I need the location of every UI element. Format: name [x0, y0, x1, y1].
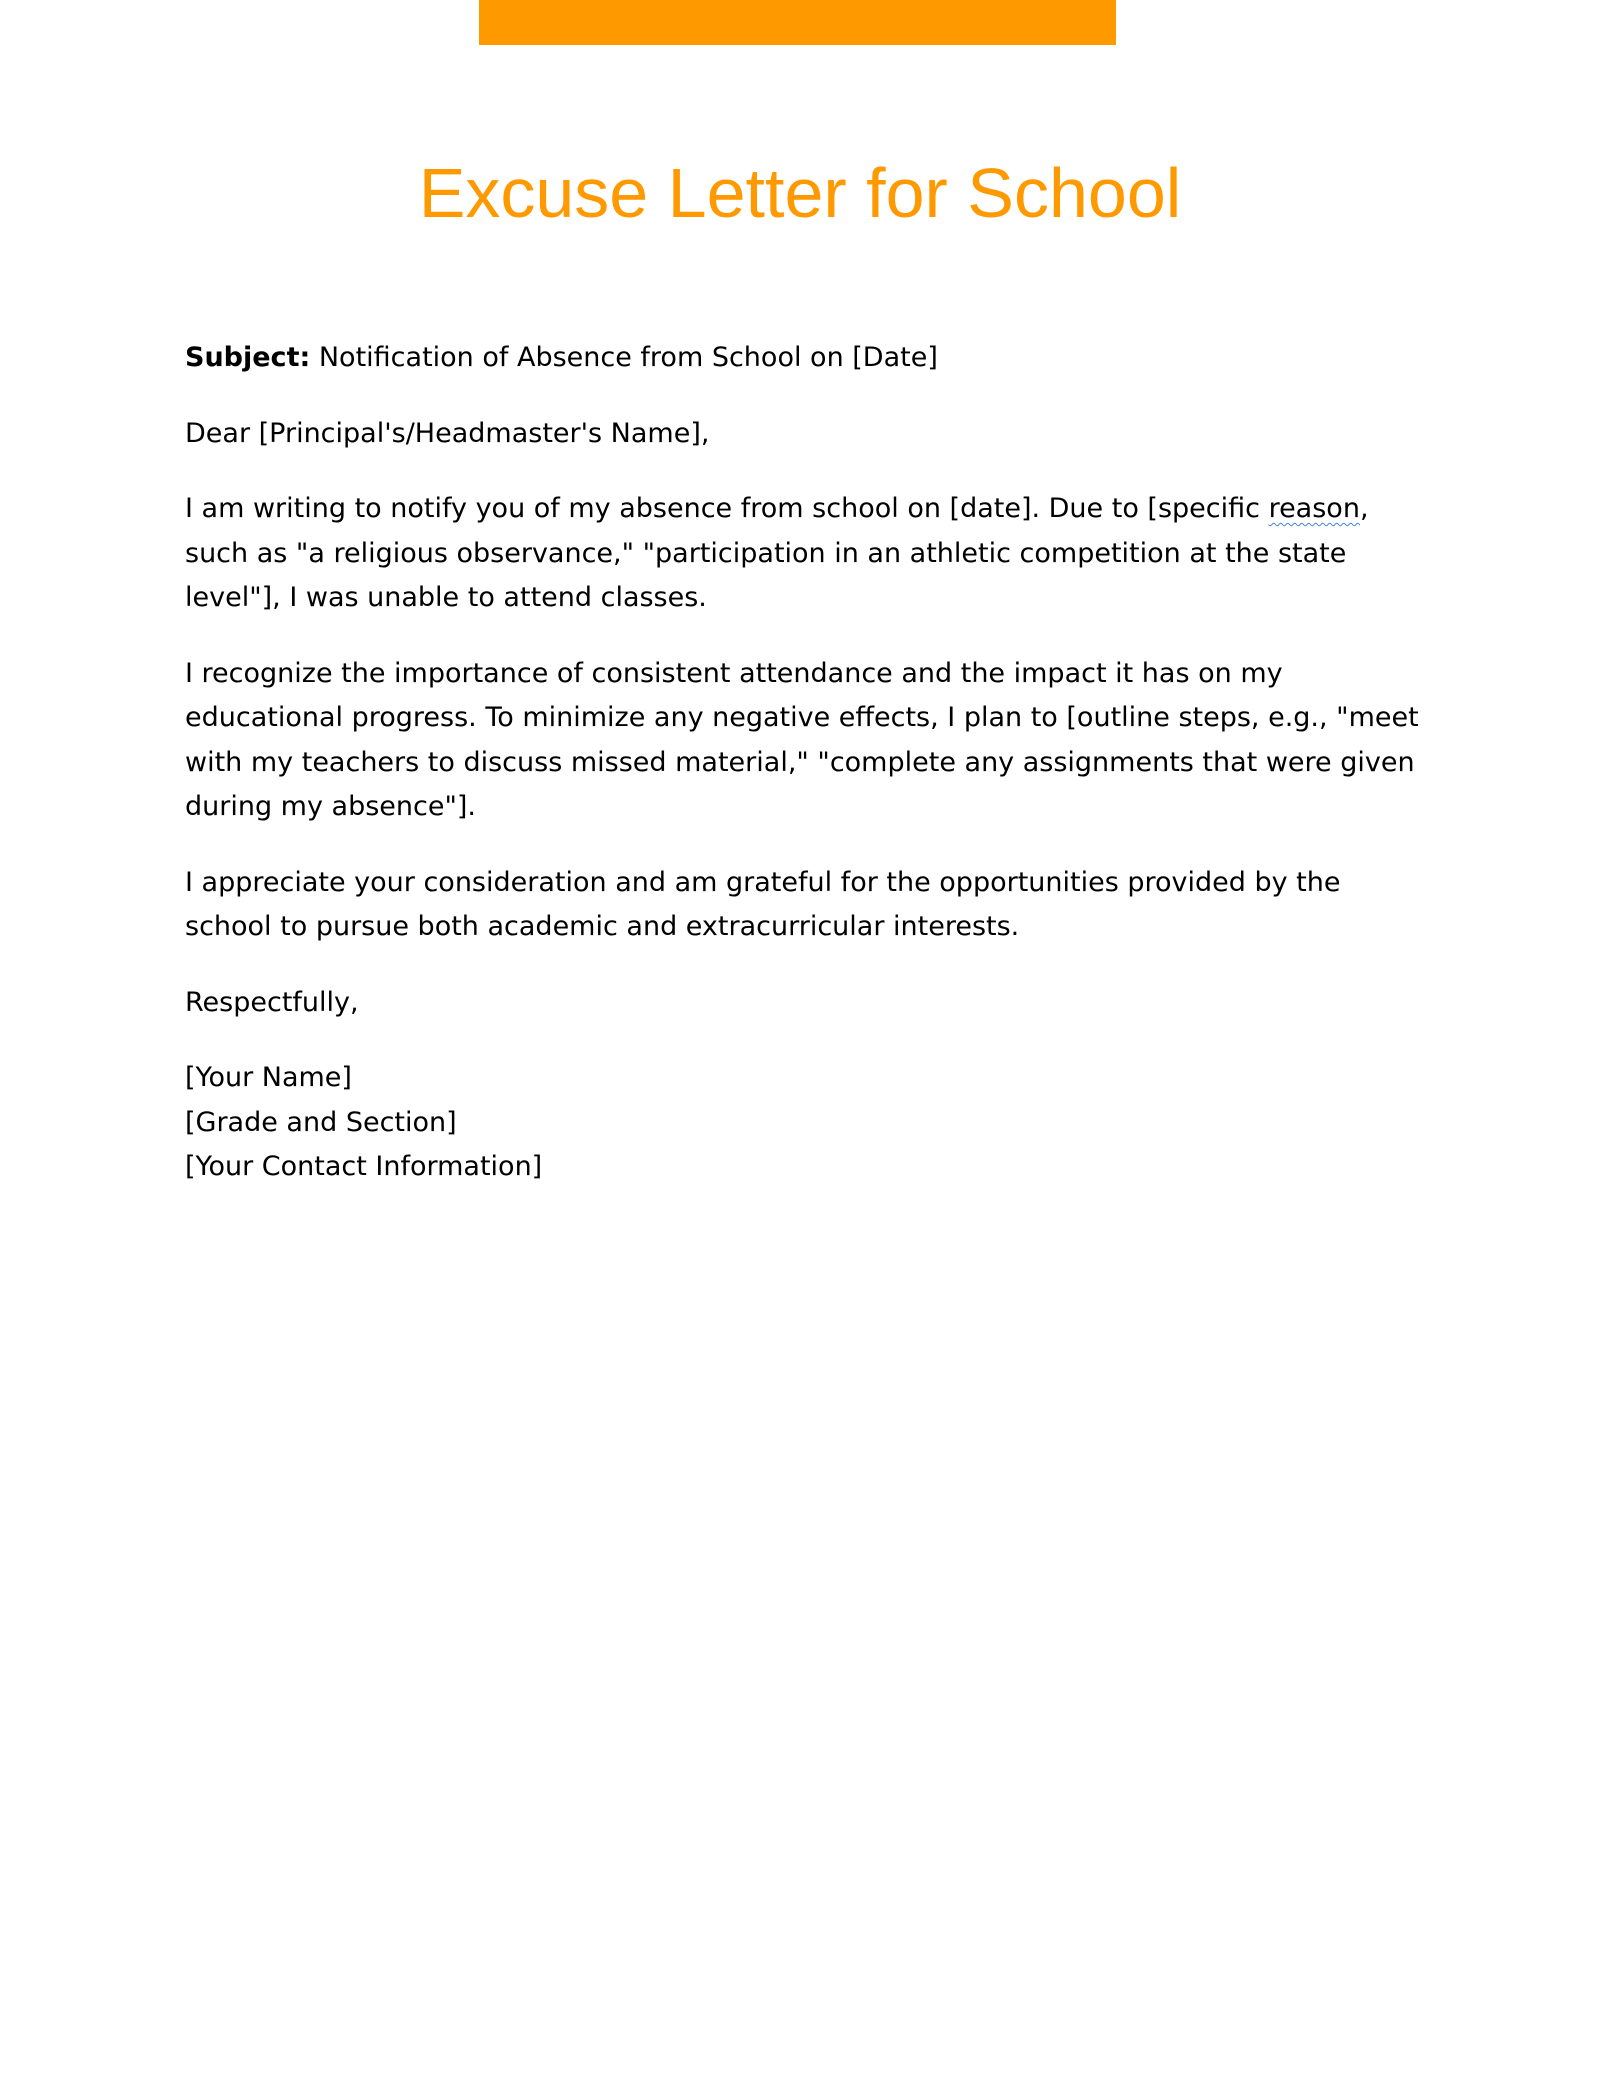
salutation: Dear [Principal's/Headmaster's Name], [185, 417, 710, 449]
paragraph-1-start: I am writing to notify you of my absence from school on [date]. Due to [specific [185, 493, 1269, 524]
signature-block [185, 1056, 1435, 1190]
spellcheck-flagged-word: reason [1268, 493, 1360, 524]
signature-grade: [Grade and Section] [185, 1106, 457, 1138]
paragraph-absence-reason [185, 487, 1435, 621]
document-title: Excuse Letter for School [418, 154, 1182, 232]
paragraph-attendance-plan: I recognize the importance of consistent attendance and the impact it has on my educational progress. To minimize any negative effects, I plan to [outline steps, e.g., "meet with my teachers to discuss missed material," "complete any assignments that were given during my absence"]. [185, 657, 1419, 822]
signature-contact: [Your Contact Information] [185, 1151, 543, 1182]
header-accent-bar [479, 0, 1116, 45]
signature-name: [Your Name] [185, 1062, 352, 1093]
letter-body [185, 336, 1435, 1221]
subject-line [185, 336, 1435, 381]
subject-text: Notification of Absence from School on [Date] [310, 342, 938, 373]
subject-label: Subject: [185, 342, 311, 373]
paragraph-1-end: , such as "a religious observance," "participation in an athletic competition at the state level"], I was unable to attend classes. [185, 493, 1369, 613]
paragraph-appreciation: I appreciate your consideration and am grateful for the opportunities provided by the school to pursue both academic and extracurricular interests. [185, 866, 1341, 942]
closing: Respectfully, [185, 986, 359, 1018]
